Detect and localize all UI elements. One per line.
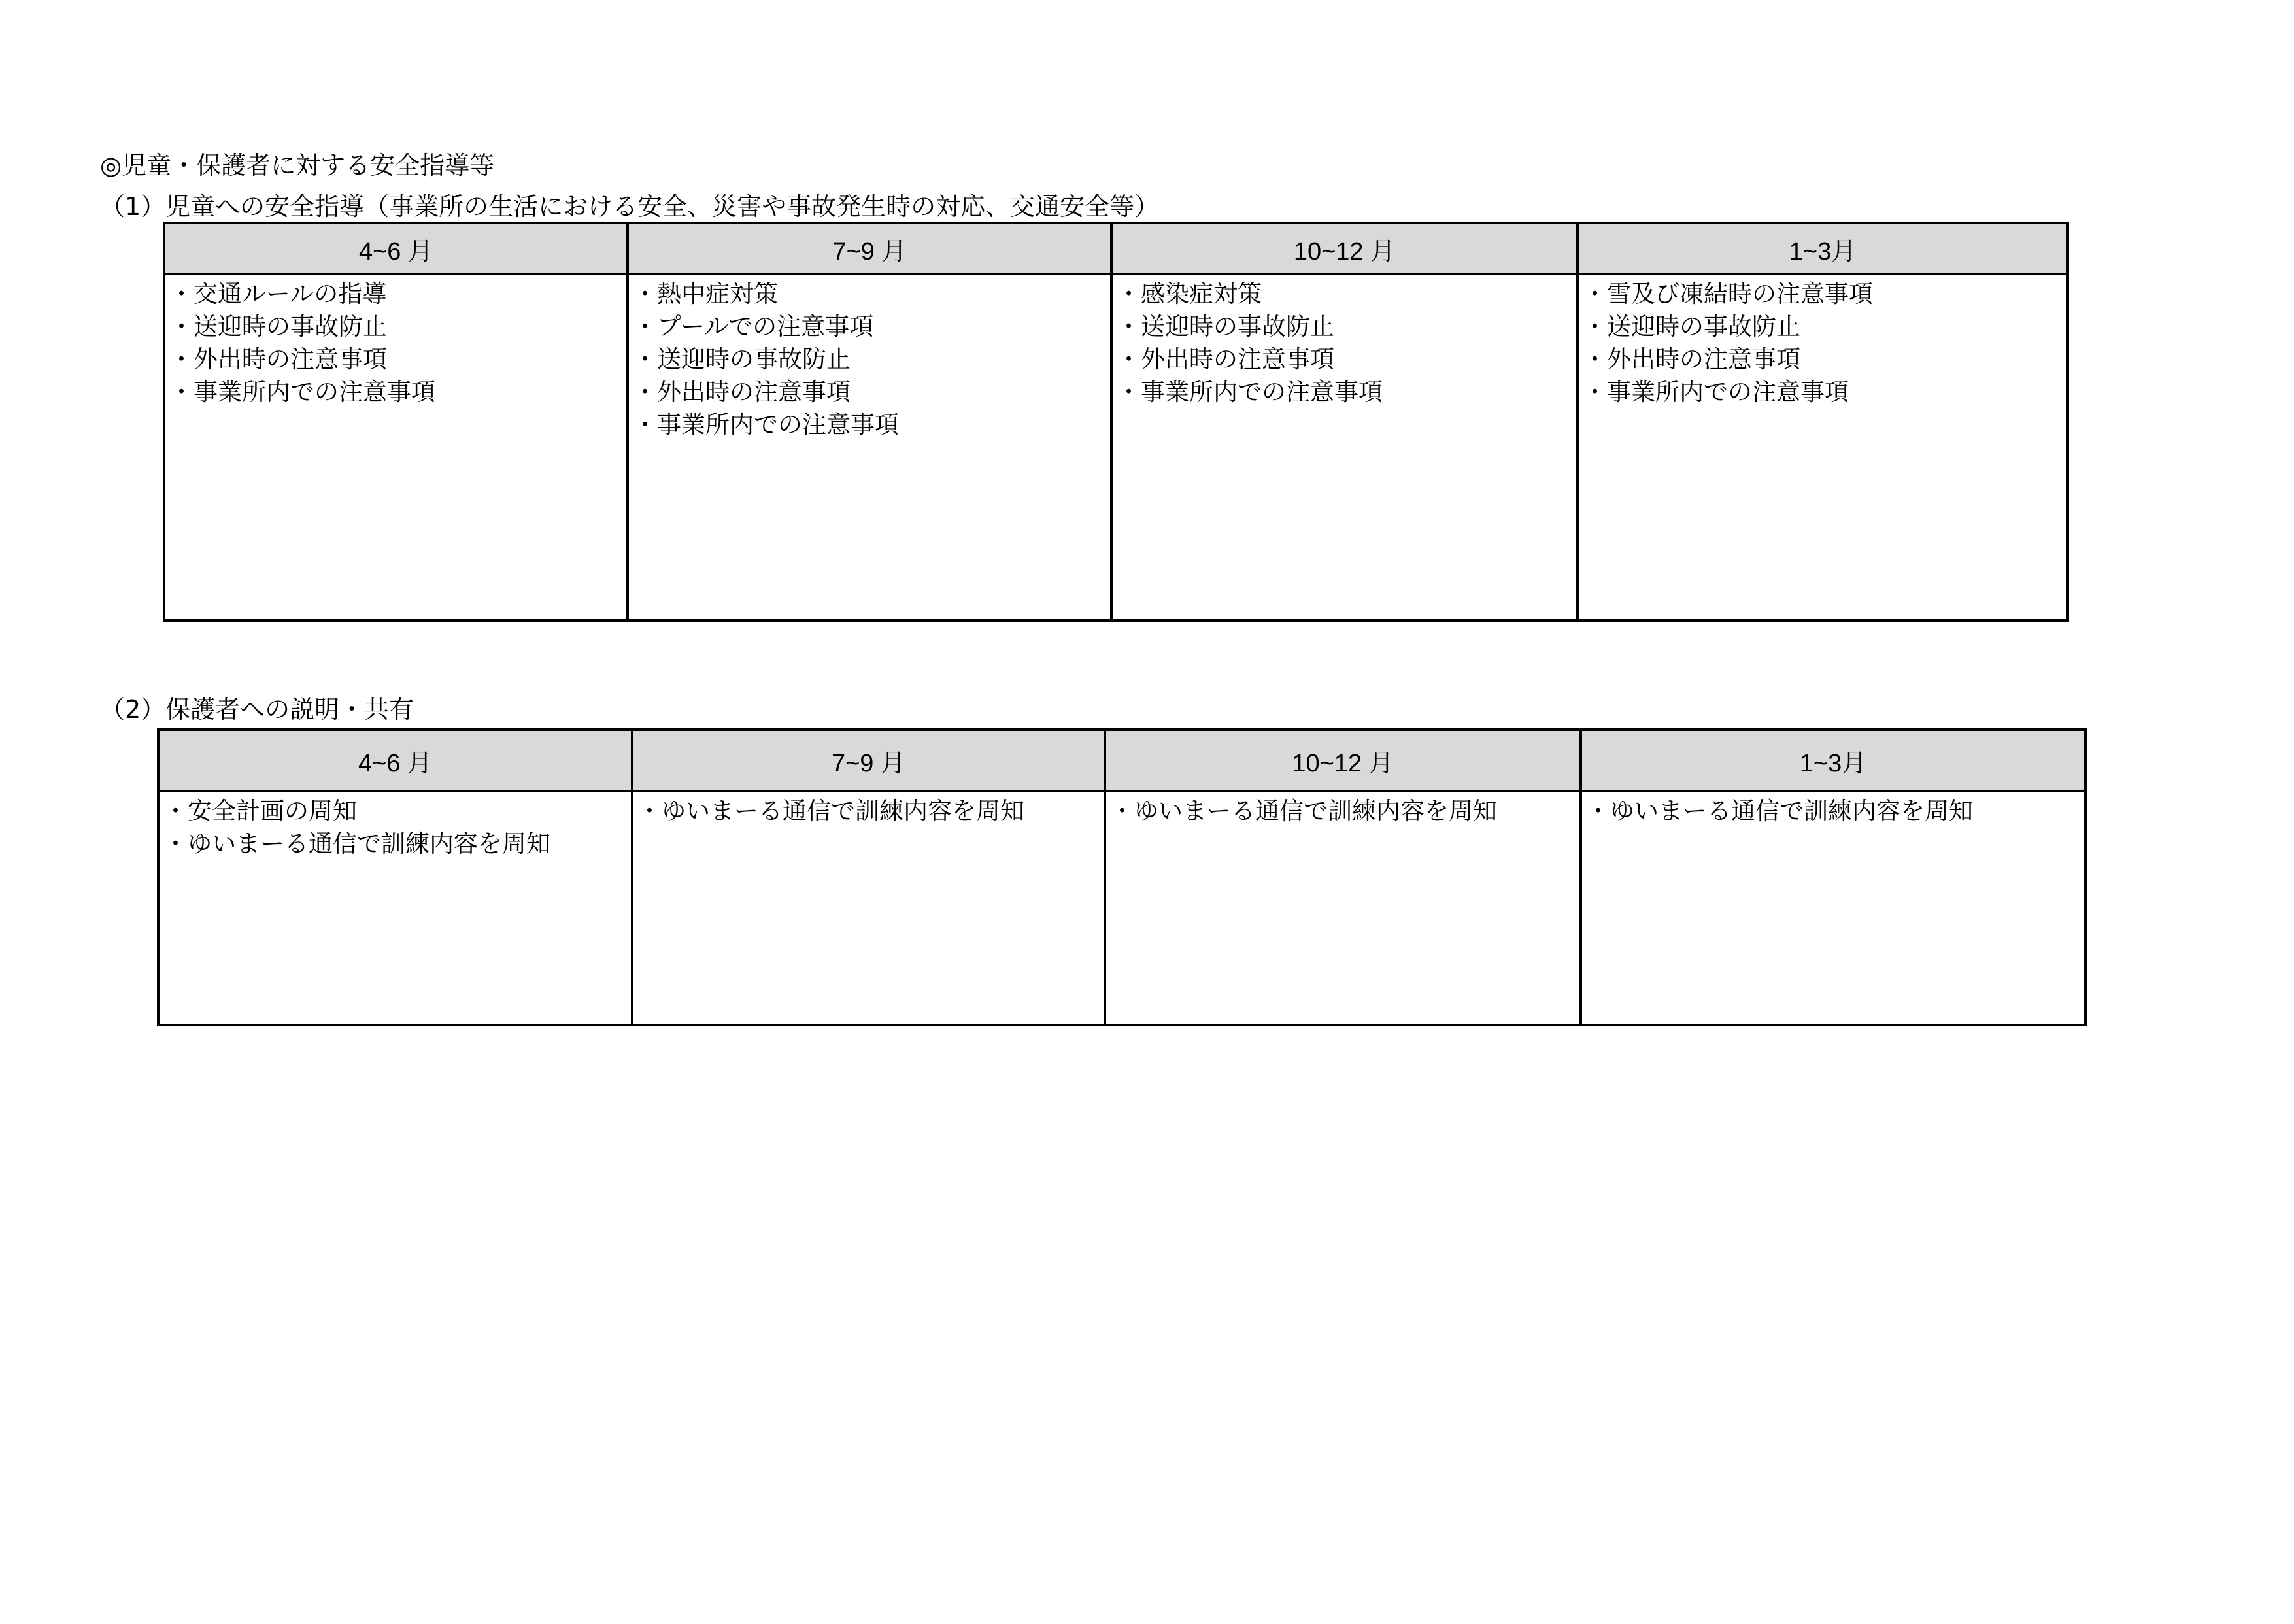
column-header-oct-dec: 10~12 月 [1105,730,1581,791]
cell-jan-mar [1577,274,2068,620]
list-item: ・熱中症対策 [633,280,778,308]
column-header-oct-dec: 10~12 月 [1111,223,1577,274]
guardian-communication-table [157,728,2087,1026]
table-row [164,274,2068,620]
column-header-jul-sep: 7~9 月 [628,223,1111,274]
list-item: ・事業所内での注意事項 [633,411,899,439]
cell-jul-sep [632,791,1105,1025]
list-item: ・ゆいまーる通信で訓練内容を周知 [163,830,550,858]
list-item: ・事業所内での注意事項 [169,378,435,406]
list-item: ・ゆいまーる通信で訓練内容を周知 [1586,797,1973,825]
list-item: ・送迎時の事故防止 [633,345,851,373]
list-item: ・ゆいまーる通信で訓練内容を周知 [1110,797,1497,825]
cell-apr-jun [164,274,628,620]
page-title: ◎児童・保護者に対する安全指導等 [100,151,495,180]
column-header-jan-mar: 1~3月 [1577,223,2068,274]
list-item: ・雪及び凍結時の注意事項 [1583,280,1873,308]
list-item: ・事業所内での注意事項 [1117,378,1383,406]
list-item: ・ゆいまーる通信で訓練内容を周知 [637,797,1024,825]
cell-oct-dec [1105,791,1581,1025]
section1-heading: （1）児童への安全指導（事業所の生活における安全、災害や事故発生時の対応、交通安全等） [100,192,1160,221]
list-item: ・事業所内での注意事項 [1583,378,1849,406]
list-item: ・外出時の注意事項 [169,345,387,373]
section2-heading: （2）保護者への説明・共有 [100,695,414,724]
column-header-jan-mar: 1~3月 [1581,730,2085,791]
list-item: ・送迎時の事故防止 [169,313,387,341]
list-item: ・送迎時の事故防止 [1117,313,1334,341]
cell-apr-jun [158,791,632,1025]
table-header-row [158,730,2085,791]
cell-oct-dec [1111,274,1577,620]
list-item: ・外出時の注意事項 [1583,345,1800,373]
table-header-row [164,223,2068,274]
child-safety-guidance-table [163,222,2069,622]
table-row [158,791,2085,1025]
cell-jan-mar [1581,791,2085,1025]
column-header-apr-jun: 4~6 月 [164,223,628,274]
list-item: ・感染症対策 [1117,280,1262,308]
list-item: ・安全計画の周知 [163,797,357,825]
cell-jul-sep [628,274,1111,620]
column-header-apr-jun: 4~6 月 [158,730,632,791]
list-item: ・外出時の注意事項 [1117,345,1334,373]
list-item: ・送迎時の事故防止 [1583,313,1800,341]
list-item: ・プールでの注意事項 [633,313,874,341]
list-item: ・交通ルールの指導 [169,280,387,308]
list-item: ・外出時の注意事項 [633,378,851,406]
column-header-jul-sep: 7~9 月 [632,730,1105,791]
